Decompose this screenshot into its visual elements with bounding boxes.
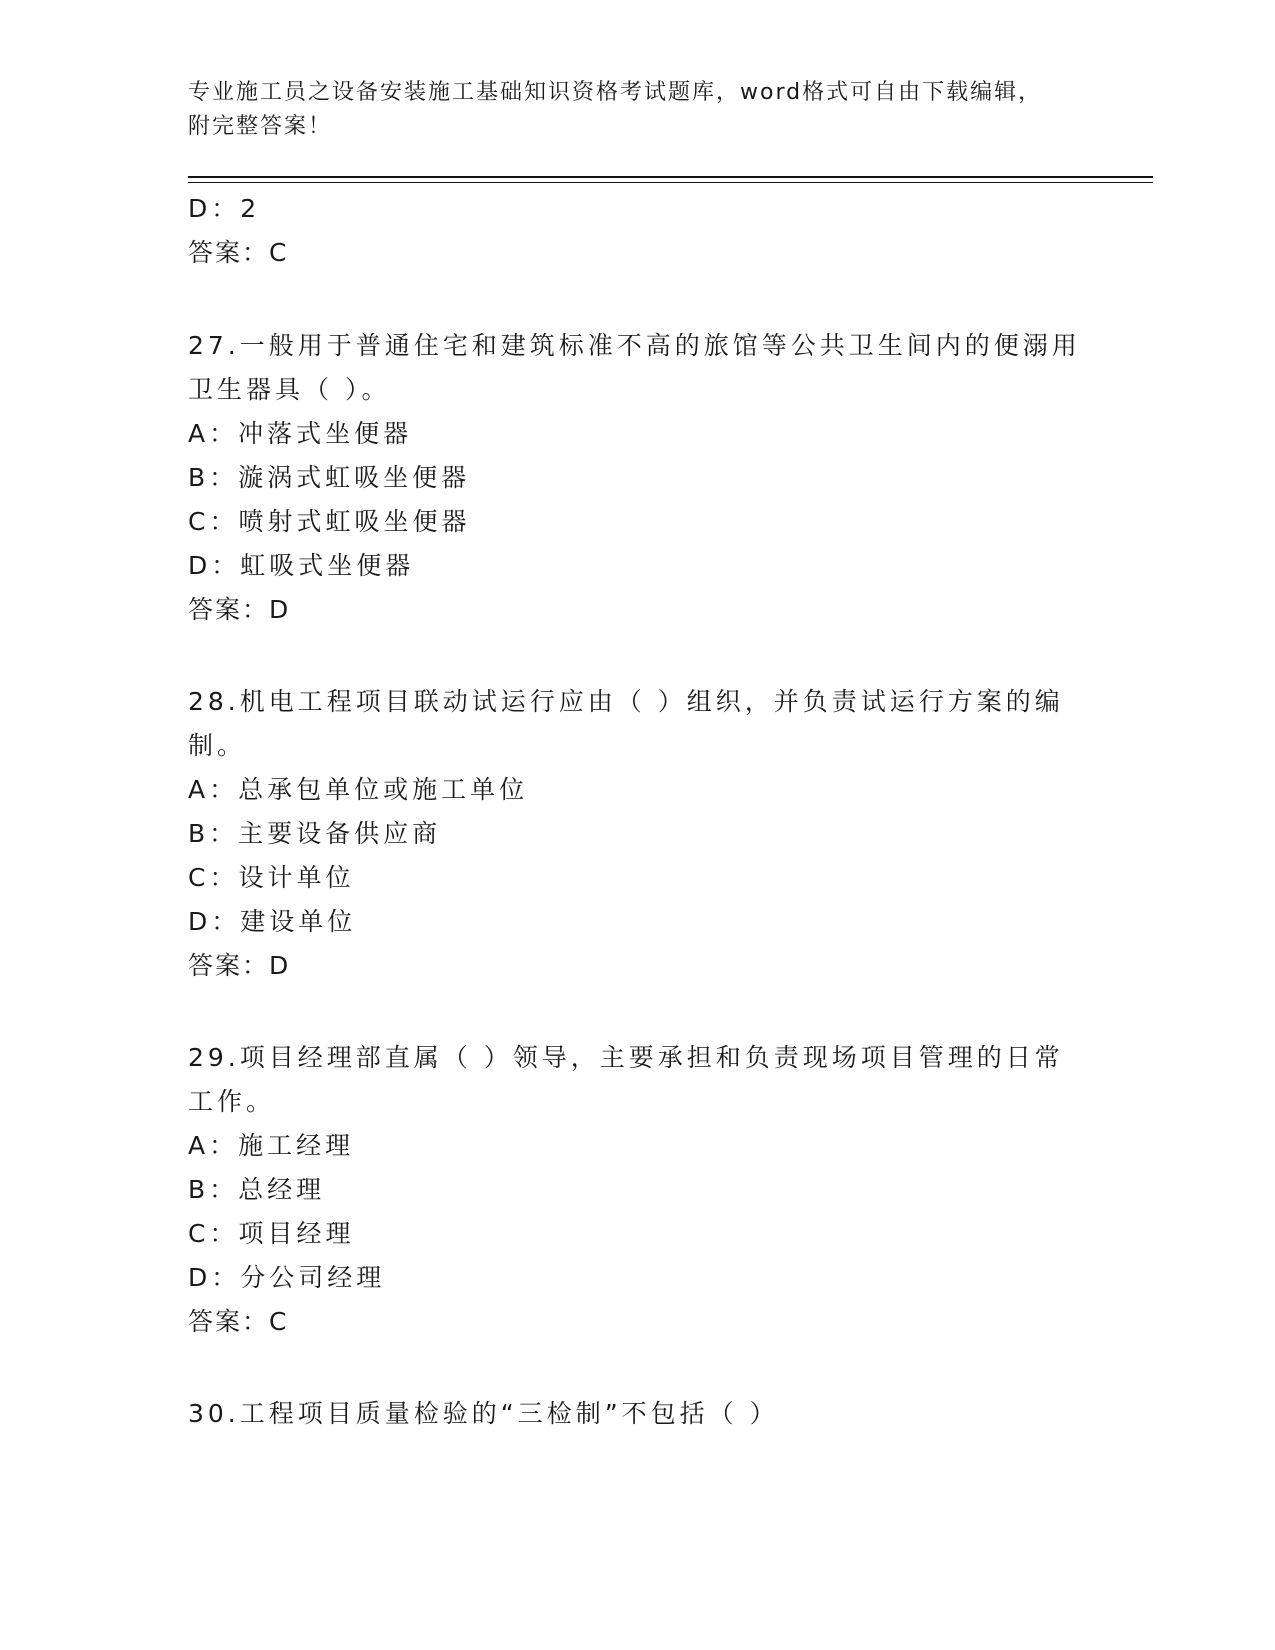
option-d: D：分公司经理 bbox=[188, 1263, 386, 1292]
header-rule-thin bbox=[188, 182, 1153, 183]
option-d: D：建设单位 bbox=[188, 907, 357, 936]
answer: 答案：D bbox=[188, 951, 291, 980]
option-d: D：虹吸式坐便器 bbox=[188, 551, 415, 580]
option-d: D：2 bbox=[188, 194, 261, 223]
option-a: A：总承包单位或施工单位 bbox=[188, 775, 529, 804]
header-line-2: 附完整答案！ bbox=[188, 114, 333, 139]
question-28-stem: 28.机电工程项目联动试运行应由（ ）组织，并负责试运行方案的编 bbox=[188, 687, 1064, 716]
answer: 答案：D bbox=[188, 595, 291, 624]
question-27-stem: 27.一般用于普通住宅和建筑标准不高的旅馆等公共卫生间内的便溺用 bbox=[188, 331, 1081, 360]
option-c: C：设计单位 bbox=[188, 863, 355, 892]
option-a: A：施工经理 bbox=[188, 1131, 355, 1160]
option-b: B：总经理 bbox=[188, 1175, 326, 1204]
question-29-stem-cont: 工作。 bbox=[188, 1087, 276, 1116]
option-c: C：喷射式虹吸坐便器 bbox=[188, 507, 471, 536]
option-a: A：冲落式坐便器 bbox=[188, 419, 413, 448]
question-27-stem-cont: 卫生器具（ ）。 bbox=[188, 375, 391, 404]
page-header bbox=[188, 76, 1068, 144]
question-30-stem: 30.工程项目质量检验的“三检制”不包括（ ） bbox=[188, 1399, 779, 1428]
answer: 答案：C bbox=[188, 1307, 289, 1336]
answer: 答案：C bbox=[188, 238, 289, 267]
option-c: C：项目经理 bbox=[188, 1219, 355, 1248]
question-29-stem: 29.项目经理部直属（ ）领导，主要承担和负责现场项目管理的日常 bbox=[188, 1043, 1064, 1072]
option-b: B：主要设备供应商 bbox=[188, 819, 442, 848]
question-28-stem-cont: 制。 bbox=[188, 731, 247, 760]
option-b: B：漩涡式虹吸坐便器 bbox=[188, 463, 471, 492]
header-line-1: 专业施工员之设备安装施工基础知识资格考试题库，word格式可自由下载编辑， bbox=[188, 80, 1043, 105]
header-rule-thick bbox=[188, 176, 1153, 178]
